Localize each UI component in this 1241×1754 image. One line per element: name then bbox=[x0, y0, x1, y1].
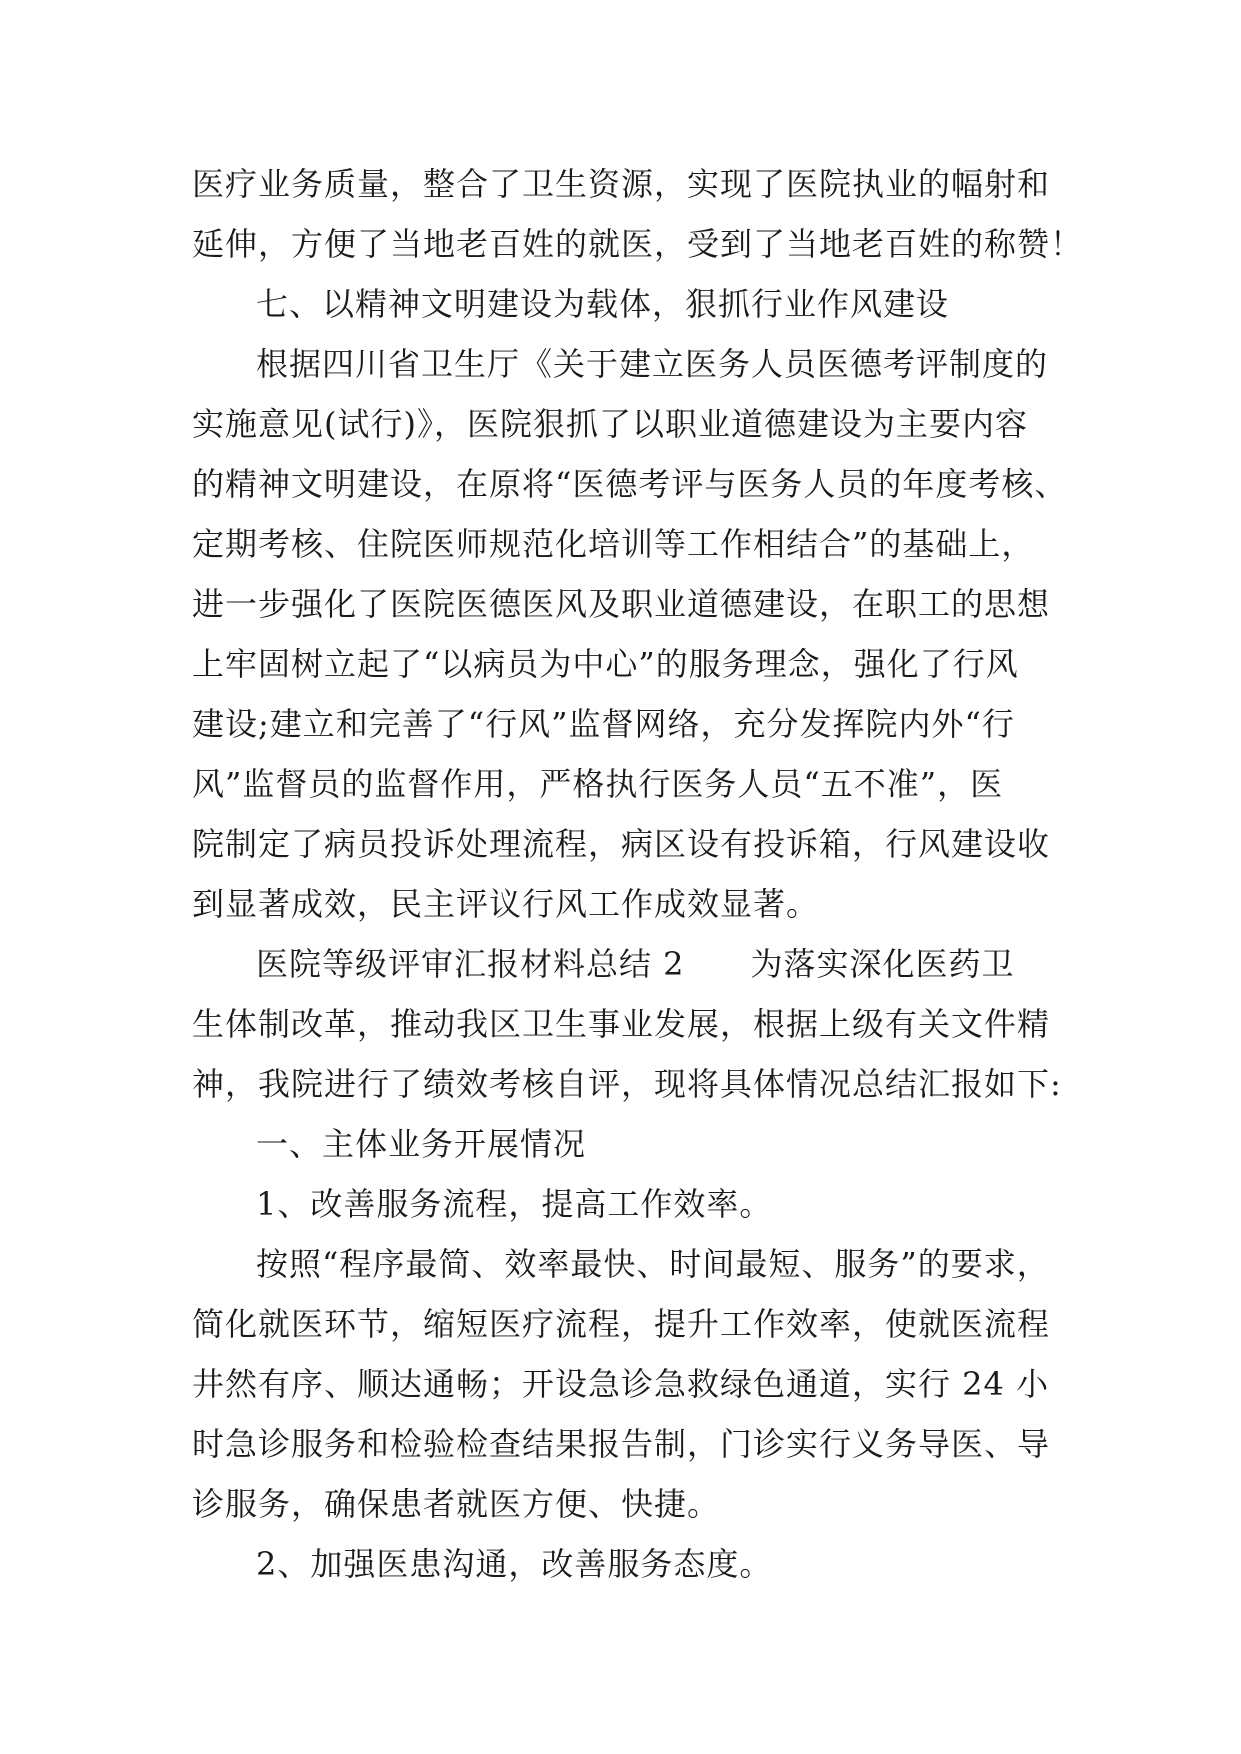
subsection-heading: 1、改善服务流程，提高工作效率。 bbox=[256, 1185, 773, 1223]
text-line: 时急诊服务和检验检查结果报告制，门诊实行义务导医、导 bbox=[192, 1425, 1051, 1463]
text-line: 上牢固树立起了“以病员为中心”的服务理念，强化了行风 bbox=[192, 645, 1019, 683]
text-line: 建设;建立和完善了“行风”监督网络，充分发挥院内外“行 bbox=[192, 705, 1015, 743]
text-line: 风”监督员的监督作用，严格执行医务人员“五不准”，医 bbox=[192, 765, 1004, 803]
text-line: 生体制改革，推动我区卫生事业发展，根据上级有关文件精 bbox=[192, 1005, 1051, 1043]
text-line: 院制定了病员投诉处理流程，病区设有投诉箱，行风建设收 bbox=[192, 825, 1051, 863]
document-body bbox=[192, 154, 1084, 1594]
subsection-heading: 2、加强医患沟通，改善服务态度。 bbox=[256, 1545, 773, 1583]
section-heading: 一、主体业务开展情况 bbox=[256, 1125, 587, 1163]
text-line: 延伸，方便了当地老百姓的就医，受到了当地老百姓的称赞！ bbox=[192, 225, 1084, 263]
text-line: 根据四川省卫生厅《关于建立医务人员医德考评制度的 bbox=[256, 345, 1049, 383]
text-line: 定期考核、住院医师规范化培训等工作相结合”的基础上， bbox=[192, 525, 1035, 563]
text-line: 按照“程序最简、效率最快、时间最短、服务”的要求， bbox=[256, 1245, 1050, 1283]
text-line: 简化就医环节，缩短医疗流程，提升工作效率，使就医流程 bbox=[192, 1305, 1051, 1343]
text-line: 进一步强化了医院医德医风及职业道德建设，在职工的思想 bbox=[192, 585, 1051, 623]
text-line: 实施意见(试行)》，医院狠抓了以职业道德建设为主要内容 bbox=[192, 405, 1028, 443]
text-line: 井然有序、顺达通畅；开设急诊急救绿色通道，实行 24 小 bbox=[192, 1365, 1050, 1403]
text-line: 神，我院进行了绩效考核自评，现将具体情况总结汇报如下: bbox=[192, 1065, 1062, 1103]
document-title-line: 医院等级评审汇报材料总结 2 为落实深化医药卫 bbox=[256, 945, 1015, 983]
text-line: 诊服务，确保患者就医方便、快捷。 bbox=[192, 1485, 721, 1523]
text-line: 到显著成效，民主评议行风工作成效显著。 bbox=[192, 885, 820, 923]
text-line: 医疗业务质量，整合了卫生资源，实现了医院执业的幅射和 bbox=[192, 165, 1051, 203]
section-heading: 七、以精神文明建设为载体，狠抓行业作风建设 bbox=[256, 285, 950, 323]
text-line: 的精神文明建设，在原将“医德考评与医务人员的年度考核、 bbox=[192, 465, 1068, 503]
